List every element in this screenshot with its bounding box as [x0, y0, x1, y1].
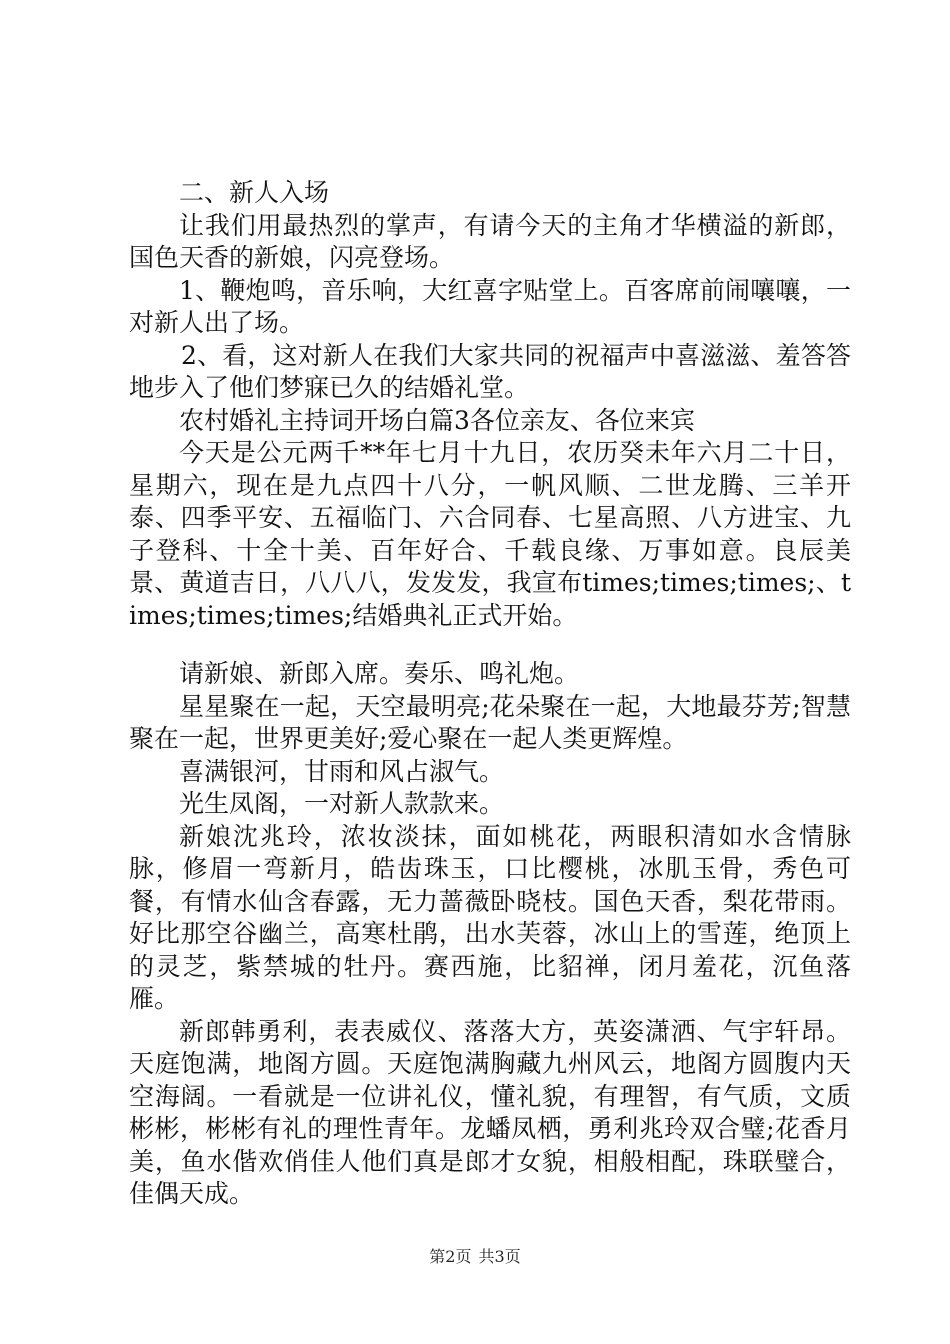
paragraph: 今天是公元两千**年七月十九日，农历癸未年六月二十日，星期六，现在是九点四十八分，一帆风顺、二世龙腾、三羊开泰、四季平安、五福临门、六合同春、七星高照、八方进宝、九子登科、十全十美、百年好合、千载良缘、万事如意。良辰美景、黄道吉日，八八八，发发发，我宣布times;times;times;、times;times;times;结婚典礼正式开始。: [129, 438, 851, 630]
paragraph: 新娘沈兆玲，浓妆淡抹，面如桃花，两眼积清如水含情脉脉，修眉一弯新月，皓齿珠玉，口比樱桃，冰肌玉骨，秀色可餐，有情水仙含春露，无力蔷薇卧晓枝。国色天香，梨花带雨。好比那空谷幽兰，高寒杜鹃，出水芙蓉，冰山上的雪莲，绝顶上的灵芝，紫禁城的牡丹。赛西施，比貂禅，闭月羞花，沉鱼落雁。: [129, 821, 851, 1013]
paragraph: 请新娘、新郎入席。奏乐、鸣礼炮。: [179, 659, 580, 688]
section-heading: 二、新人入场: [179, 178, 330, 207]
page-total: 共3页: [478, 1247, 521, 1266]
paragraph: 新郎韩勇利，表表威仪、落落大方，英姿潇洒、气宇轩昂。天庭饱满，地阁方圆。天庭饱满胸藏九州风云，地阁方圆腹内天空海阔。一看就是一位讲礼仪，懂礼貌，有理智，有气质，文质彬彬，彬彬有礼的理性青年。龙蟠凤栖，勇利兆玲双合璧;花香月美，鱼水偕欢俏佳人他们真是郎才女貌，相般相配，珠联璧合，佳偶天成。: [129, 1016, 851, 1208]
paragraph: 星星聚在一起，天空最明亮;花朵聚在一起，大地最芬芳;智慧聚在一起，世界更美好;爱心聚在一起人类更辉煌。: [129, 691, 851, 753]
paragraph: 让我们用最热烈的掌声，有请今天的主角才华横溢的新郎，国色天香的新娘，闪亮登场。: [129, 210, 851, 272]
paragraph: 喜满银河，甘雨和风占淑气。: [179, 756, 505, 786]
paragraph: 农村婚礼主持词开场白篇3各位亲友、各位来宾: [179, 405, 695, 435]
page-number: 第2页: [429, 1247, 472, 1266]
document-body: [129, 177, 851, 1211]
page-footer: [0, 1244, 950, 1267]
paragraph: 2、看，这对新人在我们大家共同的祝福声中喜滋滋、羞答答地步入了他们梦寐已久的结婚礼堂。: [129, 340, 851, 402]
paragraph: 光生凤阁，一对新人款款来。: [179, 789, 505, 818]
paragraph: 1、鞭炮鸣，音乐响，大红喜字贴堂上。百客席前闹嚷嚷，一对新人出了场。: [129, 275, 851, 337]
